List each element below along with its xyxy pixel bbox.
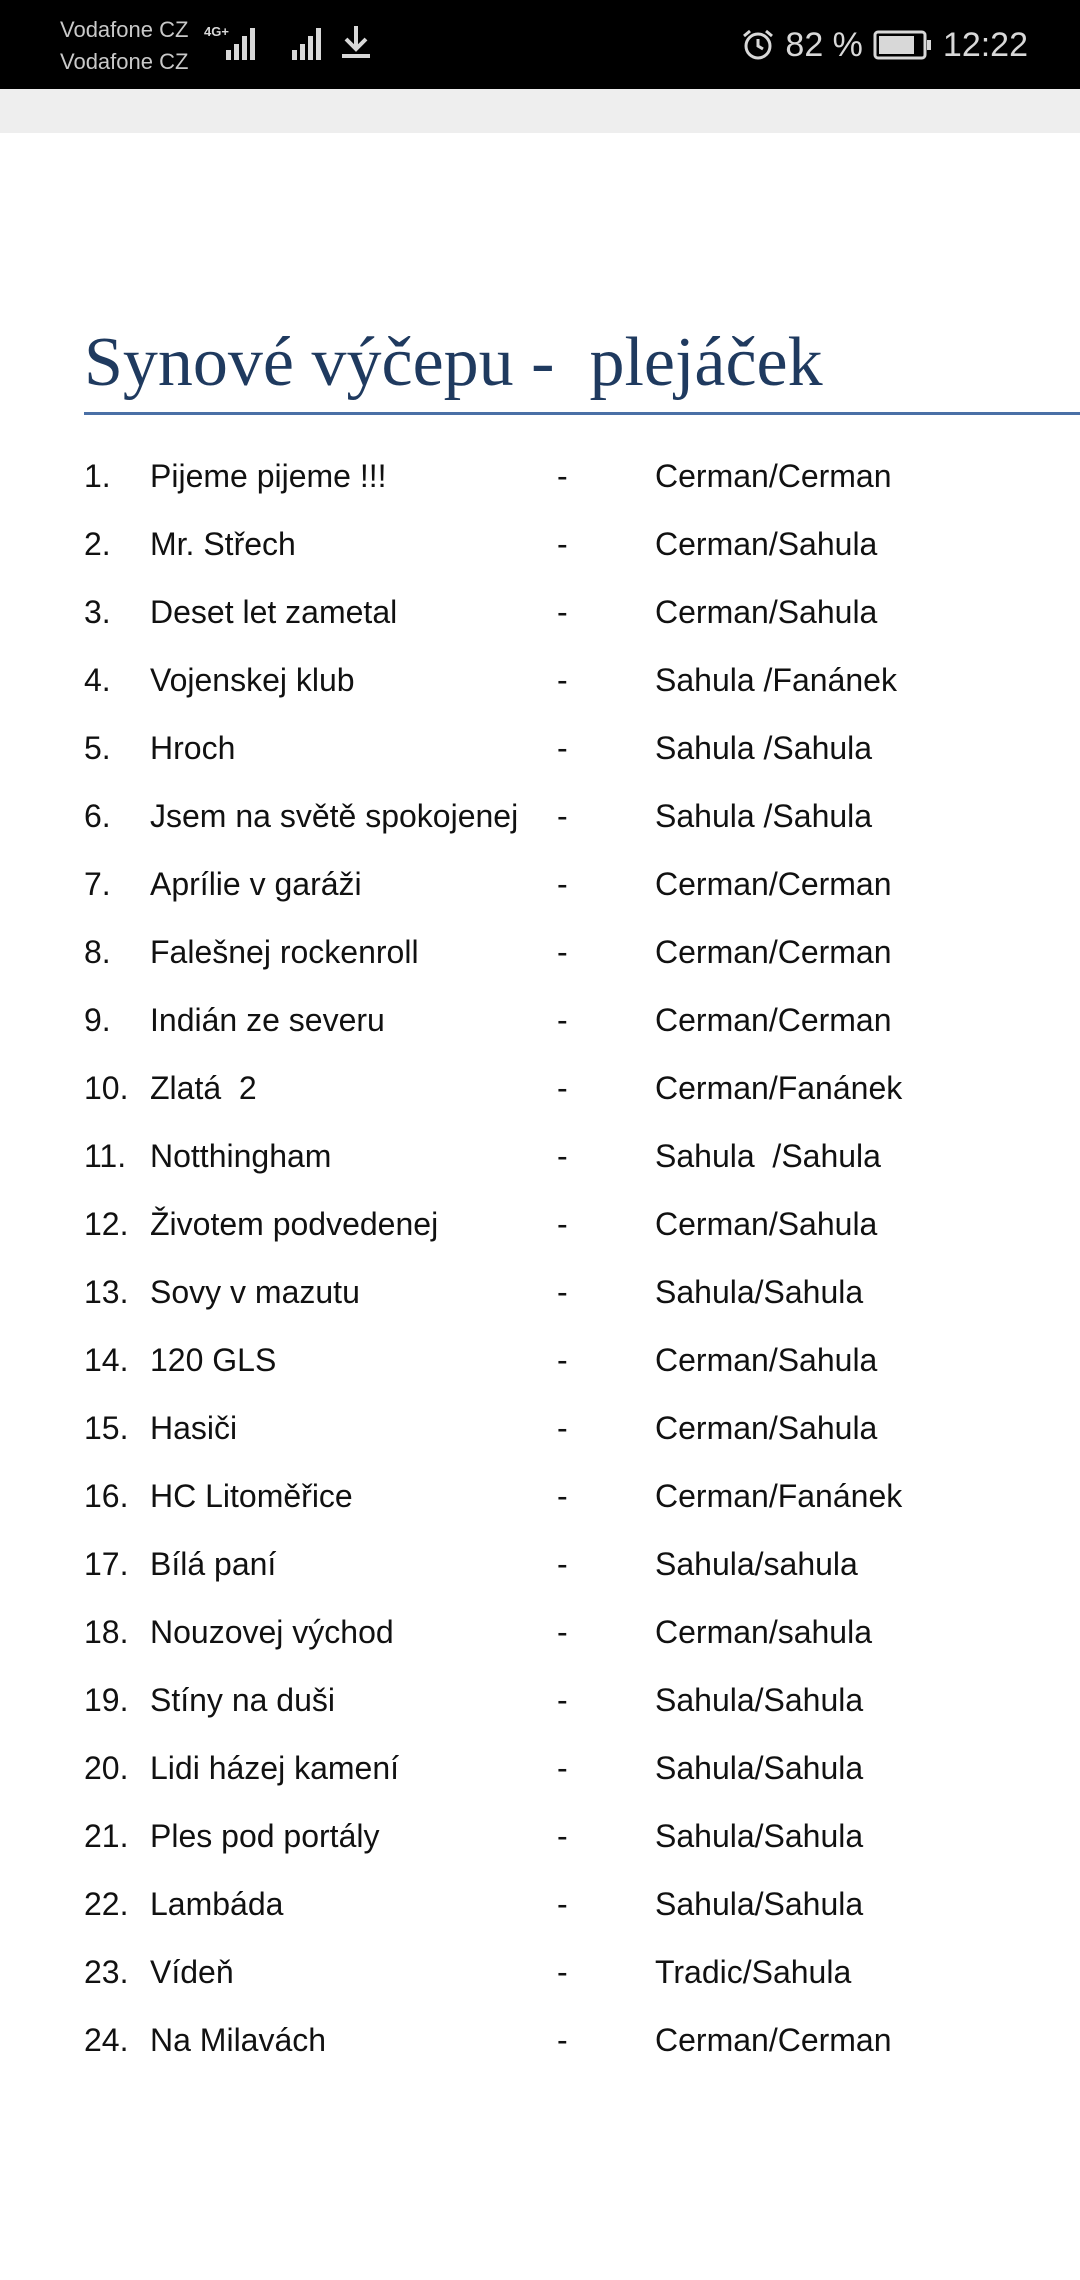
list-item	[0, 784, 1080, 844]
song-authors: Cerman/Fanánek	[655, 1070, 903, 1106]
list-item	[0, 988, 1080, 1048]
list-item	[0, 1192, 1080, 1252]
battery-percent: 82 %	[785, 25, 863, 64]
song-title: Lambáda	[150, 1886, 284, 1922]
separator-dash: -	[557, 526, 568, 562]
song-authors: Cerman/Sahula	[655, 1410, 878, 1446]
clock: 12:22	[942, 25, 1028, 64]
song-authors: Sahula /Sahula	[655, 1138, 881, 1174]
song-authors: Sahula /Sahula	[655, 798, 873, 834]
item-number: 15.	[84, 1410, 129, 1446]
song-title: Bílá paní	[150, 1546, 277, 1582]
song-title: Sovy v mazutu	[150, 1274, 360, 1310]
song-authors: Cerman/Sahula	[655, 594, 878, 630]
song-title: Na Milavách	[150, 2022, 327, 2058]
item-number: 17.	[84, 1546, 129, 1582]
song-title: Indián ze severu	[150, 1002, 385, 1038]
item-number: 18.	[84, 1614, 129, 1650]
item-number: 16.	[84, 1478, 129, 1514]
song-authors: Cerman/Sahula	[655, 1342, 878, 1378]
song-authors: Cerman/Sahula	[655, 1206, 878, 1242]
item-number: 11.	[84, 1138, 127, 1174]
song-title: Životem podvedenej	[150, 1206, 439, 1242]
song-title: Deset let zametal	[150, 594, 398, 630]
separator-dash: -	[557, 1002, 568, 1038]
separator-dash: -	[557, 1682, 568, 1718]
item-number: 7.	[84, 866, 111, 902]
item-number: 20.	[84, 1750, 129, 1786]
song-authors: Cerman/Cerman	[655, 458, 892, 494]
separator-dash: -	[557, 934, 568, 970]
separator-dash: -	[557, 1546, 568, 1582]
song-title: Vídeň	[150, 1954, 234, 1990]
separator-dash: -	[557, 1342, 568, 1378]
carrier-1: Vodafone CZ	[60, 17, 189, 42]
song-title: HC Litoměřice	[150, 1478, 353, 1514]
song-authors: Sahula/Sahula	[655, 1818, 864, 1854]
song-authors: Cerman/Cerman	[655, 866, 892, 902]
list-item	[0, 1396, 1080, 1456]
item-number: 22.	[84, 1886, 129, 1922]
status-bar	[0, 0, 1080, 89]
song-authors: Sahula/Sahula	[655, 1274, 864, 1310]
separator-dash: -	[557, 798, 568, 834]
separator-dash: -	[557, 1478, 568, 1514]
signal-icon	[204, 22, 264, 62]
separator-dash: -	[557, 1954, 568, 1990]
list-item	[0, 1940, 1080, 2000]
separator-dash: -	[557, 594, 568, 630]
song-authors: Cerman/Sahula	[655, 526, 878, 562]
list-item	[0, 512, 1080, 572]
song-authors: Cerman/Fanánek	[655, 1478, 903, 1514]
song-authors: Sahula/Sahula	[655, 1886, 864, 1922]
song-authors: Cerman/Cerman	[655, 2022, 892, 2058]
list-item	[0, 1056, 1080, 1116]
separator-dash: -	[557, 1070, 568, 1106]
song-title: Hasiči	[150, 1410, 238, 1446]
separator-dash: -	[557, 1138, 568, 1174]
song-authors: Cerman/Cerman	[655, 934, 892, 970]
song-title: Jsem na světě spokojenej	[150, 798, 519, 834]
song-authors: Sahula /Sahula	[655, 730, 873, 766]
song-title: Pijeme pijeme !!!	[150, 458, 387, 494]
network-type-label: 4G+	[204, 24, 229, 39]
list-item	[0, 716, 1080, 776]
song-title: Zlatá 2	[150, 1070, 257, 1106]
song-title: Nouzovej východ	[150, 1614, 394, 1650]
list-item	[0, 648, 1080, 708]
separator-dash: -	[557, 1614, 568, 1650]
list-item	[0, 1736, 1080, 1796]
list-item	[0, 1804, 1080, 1864]
song-authors: Sahula/Sahula	[655, 1750, 864, 1786]
separator-dash: -	[557, 730, 568, 766]
list-item	[0, 1464, 1080, 1524]
document-page[interactable]	[0, 133, 1080, 2280]
separator-dash: -	[557, 1206, 568, 1242]
item-number: 13.	[84, 1274, 129, 1310]
list-item	[0, 2008, 1080, 2068]
song-authors: Sahula /Fanánek	[655, 662, 897, 698]
song-authors: Cerman/sahula	[655, 1614, 872, 1650]
song-title: Hroch	[150, 730, 236, 766]
list-item	[0, 852, 1080, 912]
song-title: Vojenskej klub	[150, 662, 355, 698]
song-title: Ples pod portály	[150, 1818, 380, 1854]
item-number: 6.	[84, 798, 111, 834]
carrier-2: Vodafone CZ	[60, 49, 189, 74]
page-title: Synové výčepu - plejáček	[84, 324, 823, 401]
song-authors: Sahula/Sahula	[655, 1682, 864, 1718]
separator-dash: -	[557, 2022, 568, 2058]
list-item	[0, 1600, 1080, 1660]
separator-dash: -	[557, 1410, 568, 1446]
item-number: 8.	[84, 934, 111, 970]
list-item	[0, 920, 1080, 980]
item-number: 1.	[84, 458, 111, 494]
separator-dash: -	[557, 458, 568, 494]
list-item	[0, 1328, 1080, 1388]
separator-dash: -	[557, 1750, 568, 1786]
song-authors: Sahula/sahula	[655, 1546, 858, 1582]
song-title: Aprílie v garáži	[150, 866, 362, 902]
list-item	[0, 1872, 1080, 1932]
battery-icon	[873, 30, 933, 60]
item-number: 10.	[84, 1070, 129, 1106]
item-number: 24.	[84, 2022, 129, 2058]
item-number: 23.	[84, 1954, 129, 1990]
song-title: Notthingham	[150, 1138, 332, 1174]
list-item	[0, 444, 1080, 504]
item-number: 3.	[84, 594, 111, 630]
separator-dash: -	[557, 866, 568, 902]
item-number: 19.	[84, 1682, 129, 1718]
song-authors: Cerman/Cerman	[655, 1002, 892, 1038]
status-right	[741, 18, 1028, 72]
item-number: 9.	[84, 1002, 111, 1038]
item-number: 2.	[84, 526, 111, 562]
alarm-icon	[741, 28, 775, 62]
list-item	[0, 1532, 1080, 1592]
separator-dash: -	[557, 1274, 568, 1310]
separator-dash: -	[557, 1886, 568, 1922]
list-item	[0, 1260, 1080, 1320]
list-item	[0, 580, 1080, 640]
item-number: 5.	[84, 730, 111, 766]
item-number: 4.	[84, 662, 111, 698]
download-icon	[336, 22, 376, 62]
title-underline	[84, 412, 1080, 415]
toolbar-band	[0, 89, 1080, 133]
song-authors: Tradic/Sahula	[655, 1954, 852, 1990]
list-item	[0, 1668, 1080, 1728]
song-title: Lidi házej kamení	[150, 1750, 400, 1786]
item-number: 21.	[84, 1818, 129, 1854]
signal-icon	[290, 24, 330, 64]
carrier-names	[60, 14, 188, 78]
song-title: Stíny na duši	[150, 1682, 335, 1718]
item-number: 12.	[84, 1206, 129, 1242]
item-number: 14.	[84, 1342, 129, 1378]
list-item	[0, 1124, 1080, 1184]
song-title: Falešnej rockenroll	[150, 934, 419, 970]
song-title: 120 GLS	[150, 1342, 277, 1378]
separator-dash: -	[557, 662, 568, 698]
song-title: Mr. Střech	[150, 526, 296, 562]
separator-dash: -	[557, 1818, 568, 1854]
